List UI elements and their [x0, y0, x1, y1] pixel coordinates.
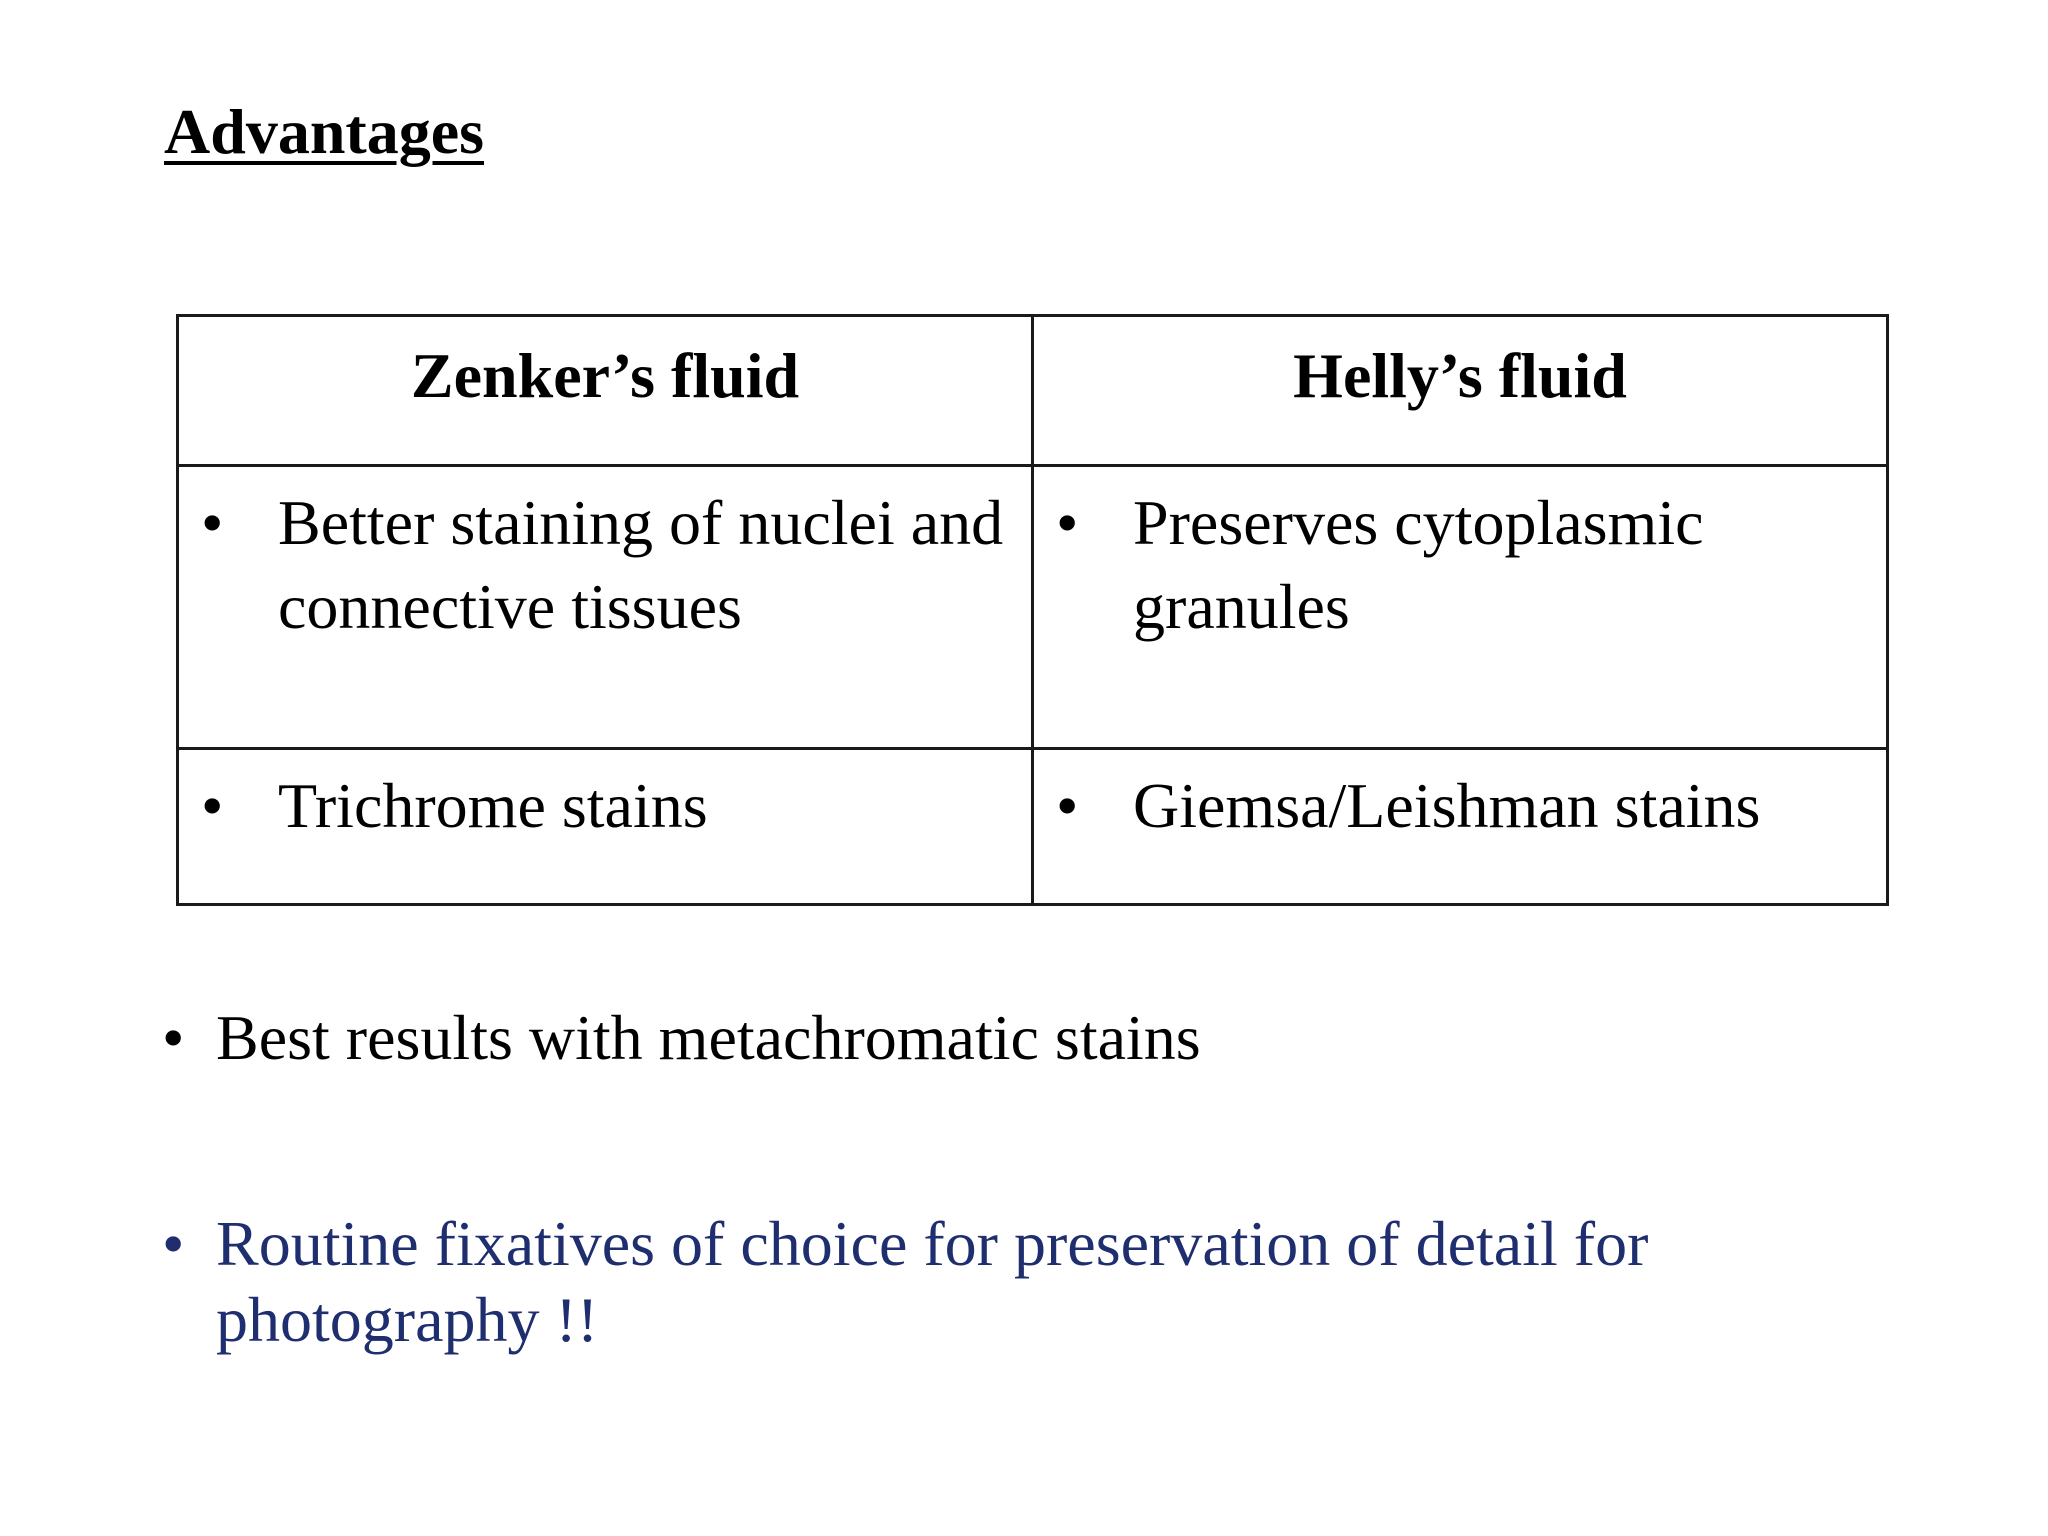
- cell-text: Better staining of nuclei and connective tissues: [278, 487, 1004, 642]
- table-header-row: [178, 316, 1888, 466]
- list-item: [162, 1000, 1942, 1076]
- bullet-icon: •: [1056, 770, 1079, 841]
- bullet-icon: •: [162, 1002, 185, 1073]
- cell-text: Giemsa/Leishman stains: [1133, 770, 1761, 841]
- bullet-icon: •: [201, 770, 224, 841]
- table-row: [178, 749, 1888, 905]
- bullet-icon: •: [1056, 487, 1079, 558]
- table-cell: [1033, 749, 1888, 905]
- table-cell: [178, 466, 1033, 749]
- list-item-text: Routine fixatives of choice for preservation of detail for photography !!: [216, 1208, 1649, 1355]
- table-cell: [1033, 466, 1888, 749]
- bullet-icon: •: [201, 487, 224, 558]
- table-row: [178, 466, 1888, 749]
- list-item: [162, 1206, 1942, 1358]
- cell-text: Trichrome stains: [278, 770, 708, 841]
- bullet-list: [162, 1000, 1942, 1358]
- bullet-icon: •: [162, 1208, 185, 1279]
- cell-text: Preserves cytoplasmic granules: [1133, 487, 1704, 642]
- comparison-table: [176, 314, 1889, 906]
- header-hellys-fluid: Helly’s fluid: [1033, 316, 1888, 466]
- table-cell: [178, 749, 1033, 905]
- list-item-text: Best results with metachromatic stains: [216, 1002, 1201, 1073]
- header-zenkers-fluid: Zenker’s fluid: [178, 316, 1033, 466]
- slide-heading: Advantages: [164, 96, 485, 167]
